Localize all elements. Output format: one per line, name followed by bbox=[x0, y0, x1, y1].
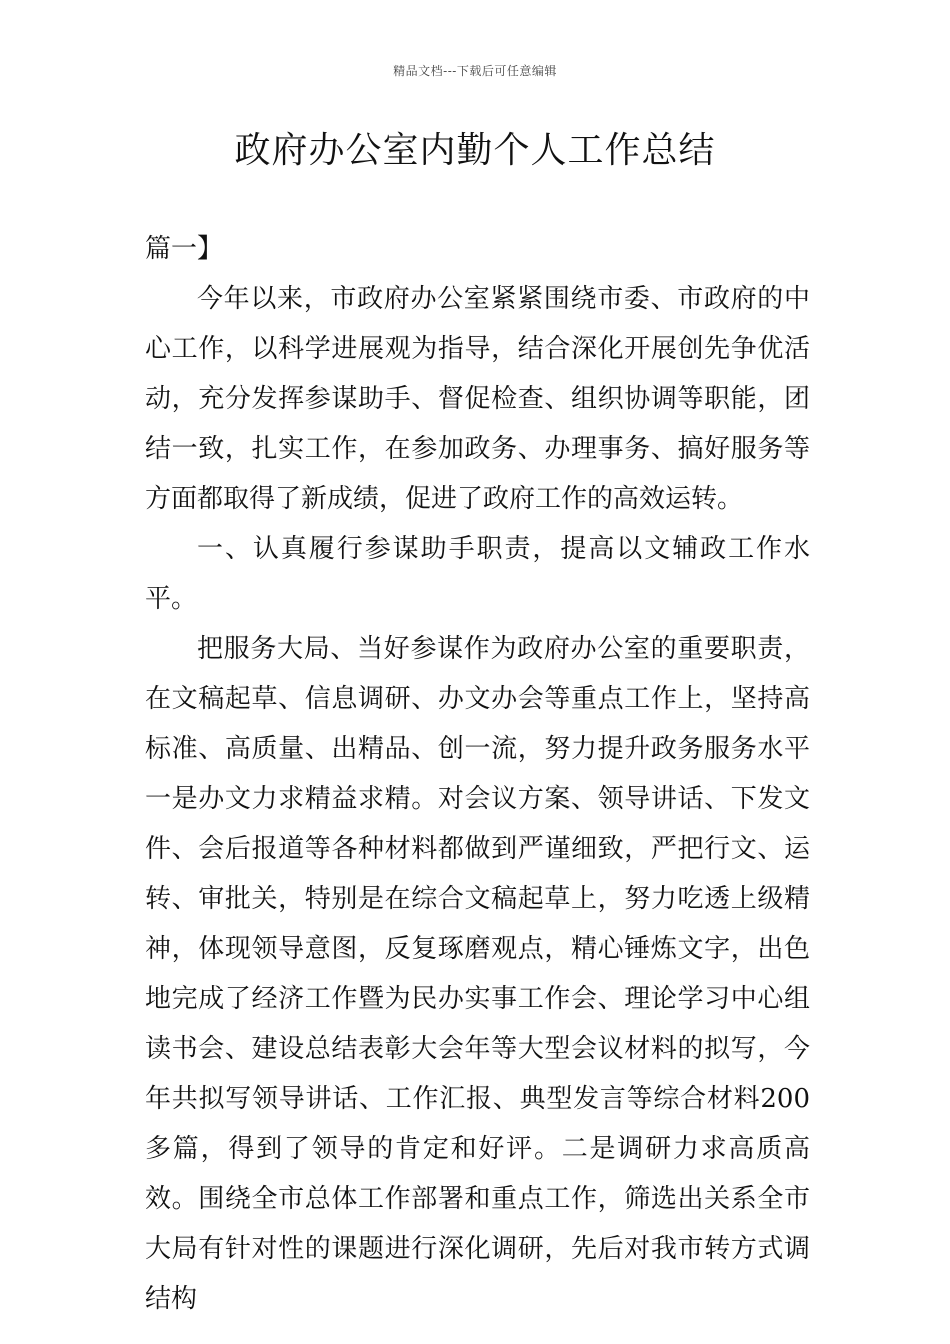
document-title: 政府办公室内勤个人工作总结 bbox=[234, 130, 716, 171]
section-label: 篇一】 bbox=[145, 234, 224, 264]
header-note: 精品文档---下载后可任意编辑 bbox=[393, 64, 557, 78]
paragraph-main: 把服务大局、当好参谋作为政府办公室的重要职责，在文稿起草、信息调研、办文办会等重点工作上，坚持高标准、高质量、出精品、创一流，努力提升政务服务水平一是办文力求精益求精。对会议方案、领导讲话、下发文件、会后报道等各种材料都做到严谨细致，严把行文、运转、审批关，特别是在综合文稿起草上，努力吃透上级精神，体现领导意图，反复琢磨观点，精心锤炼文字，出色地完成了经济工作暨为民办实事工作会、理论学习中心组读书会、建设总结表彰大会年等大型会议材料的拟写，今年共拟写领导讲话、工作汇报、典型发言等综合材料200多篇，得到了领导的肯定和好评。二是调研力求高质高效。围绕全市总体工作部署和重点工作，筛选出关系全市大局有针对性的课题进行深化调研，先后对我市转方式调结构 bbox=[145, 634, 810, 1314]
paragraph-heading-one: 一、认真履行参谋助手职责，提高以文辅政工作水平。 bbox=[145, 534, 810, 614]
document-body bbox=[145, 224, 810, 1324]
paragraph-intro: 今年以来，市政府办公室紧紧围绕市委、市政府的中心工作，以科学进展观为指导，结合深化开展创先争优活动，充分发挥参谋助手、督促检查、组织协调等职能，团结一致，扎实工作，在参加政务、办理事务、搞好服务等方面都取得了新成绩，促进了政府工作的高效运转。 bbox=[145, 284, 810, 514]
